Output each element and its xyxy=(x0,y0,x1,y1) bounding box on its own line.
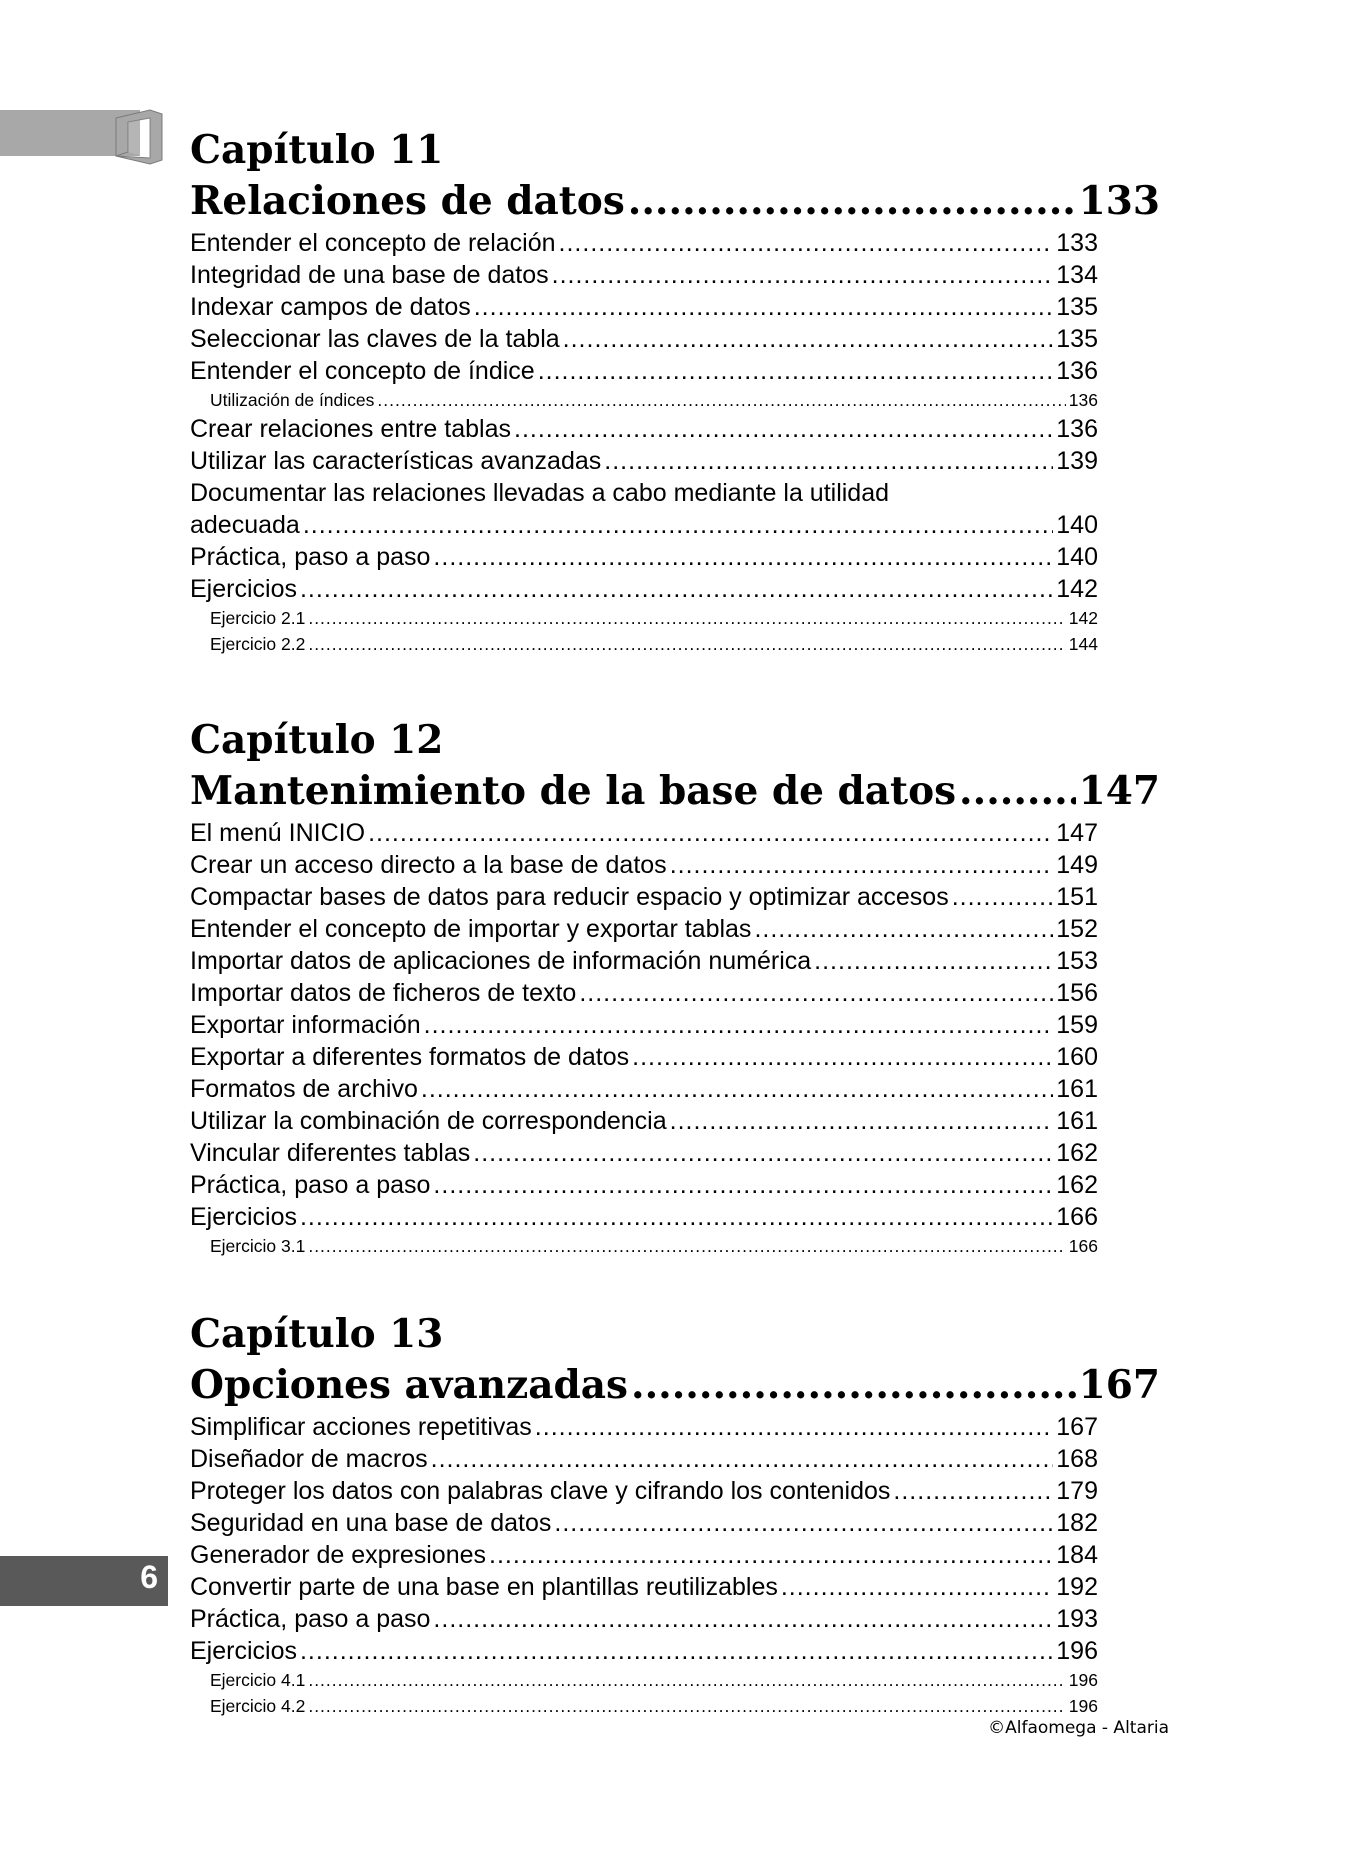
dot-leader xyxy=(431,1443,1054,1475)
toc-subentry-label: Ejercicio 4.2 xyxy=(210,1696,306,1716)
page-number-tab xyxy=(0,1556,168,1606)
toc-entry[interactable] xyxy=(190,573,1098,605)
dot-leader xyxy=(424,1009,1054,1041)
dot-leader xyxy=(308,631,1065,657)
toc-entry[interactable] xyxy=(190,445,1098,477)
dot-leader xyxy=(474,291,1054,323)
toc-subentry-label: Utilización de índices xyxy=(210,390,375,410)
toc-entry-page: 139 xyxy=(1056,447,1098,475)
toc-entry[interactable] xyxy=(190,1169,1098,1201)
dot-leader xyxy=(552,259,1054,291)
dot-leader xyxy=(308,1667,1065,1693)
dot-leader xyxy=(489,1539,1053,1571)
toc-subentry-label: Ejercicio 3.1 xyxy=(210,1236,306,1256)
toc-entry-page: 156 xyxy=(1056,979,1098,1007)
dot-leader xyxy=(628,175,1076,227)
toc-entry[interactable] xyxy=(190,1507,1098,1539)
chapter-13 xyxy=(190,1309,1160,1719)
dot-leader xyxy=(952,881,1054,913)
toc-entry[interactable] xyxy=(190,1041,1098,1073)
toc-subentry-page: 144 xyxy=(1068,634,1098,654)
chapter-page: 133 xyxy=(1078,178,1160,224)
dot-leader xyxy=(781,1571,1053,1603)
toc-entry-page: 159 xyxy=(1056,1011,1098,1039)
dot-leader xyxy=(300,1201,1053,1233)
dot-leader xyxy=(538,355,1054,387)
dot-leader xyxy=(893,1475,1053,1507)
toc-subentry-page: 196 xyxy=(1068,1696,1098,1716)
toc-entry-page: 149 xyxy=(1056,851,1098,879)
chapter-title-text: Relaciones de datos xyxy=(190,178,625,224)
dot-leader xyxy=(421,1073,1053,1105)
toc-entry-label: Ejercicios xyxy=(190,1203,297,1231)
chapter-page: 167 xyxy=(1078,1362,1160,1408)
chapter-12 xyxy=(190,715,1160,1259)
toc-entry-page: 160 xyxy=(1056,1043,1098,1071)
dot-leader xyxy=(514,413,1053,445)
toc-entry[interactable] xyxy=(190,1443,1098,1475)
toc-entry-second-line[interactable] xyxy=(190,509,1098,541)
toc-entry-label: Práctica, paso a paso xyxy=(190,543,431,571)
toc-entry[interactable] xyxy=(190,1539,1098,1571)
toc-entry-label: Simplificar acciones repetitivas xyxy=(190,1413,532,1441)
toc-entry-label: Entender el concepto de relación xyxy=(190,229,556,257)
table-of-contents xyxy=(190,125,1160,1759)
toc-entry-page: 133 xyxy=(1056,229,1098,257)
toc-entry-label: Crear relaciones entre tablas xyxy=(190,415,511,443)
toc-entry-page: 167 xyxy=(1056,1413,1098,1441)
dot-leader xyxy=(308,1693,1065,1719)
dot-leader xyxy=(559,227,1054,259)
toc-entry[interactable] xyxy=(190,291,1098,323)
toc-entry[interactable] xyxy=(190,541,1098,573)
toc-entry[interactable] xyxy=(190,1073,1098,1105)
dot-leader xyxy=(303,509,1053,541)
toc-entry-page: 193 xyxy=(1056,1605,1098,1633)
toc-subentry-page: 142 xyxy=(1068,608,1098,628)
toc-entry[interactable] xyxy=(190,1571,1098,1603)
toc-subentry-label: Ejercicio 4.1 xyxy=(210,1670,306,1690)
toc-entry[interactable] xyxy=(190,1603,1098,1635)
toc-entry-label: Compactar bases de datos para reducir espacio y optimizar accesos xyxy=(190,883,949,911)
toc-entry-page: 161 xyxy=(1056,1075,1098,1103)
chapter-page: 147 xyxy=(1078,768,1160,814)
dot-leader xyxy=(959,765,1076,817)
toc-entry-label: Importar datos de aplicaciones de información numérica xyxy=(190,947,812,975)
toc-subentry[interactable] xyxy=(190,605,1098,631)
toc-entry[interactable] xyxy=(190,259,1098,291)
chapter-label: Capítulo 12 xyxy=(190,717,444,763)
toc-entry[interactable] xyxy=(190,1105,1098,1137)
toc-subentry[interactable] xyxy=(190,1667,1098,1693)
dot-leader xyxy=(300,573,1053,605)
chapter-title[interactable] xyxy=(190,765,1160,817)
toc-entry-page: 161 xyxy=(1056,1107,1098,1135)
toc-entry-label: Convertir parte de una base en plantillas reutilizables xyxy=(190,1573,778,1601)
toc-entry-label: Seguridad en una base de datos xyxy=(190,1509,552,1537)
toc-entry-label: Utilizar las características avanzadas xyxy=(190,447,602,475)
toc-entry-page: 147 xyxy=(1056,819,1098,847)
toc-entry-label: Crear un acceso directo a la base de datos xyxy=(190,851,667,879)
toc-entry-label: Seleccionar las claves de la tabla xyxy=(190,325,560,353)
toc-entry-label: Práctica, paso a paso xyxy=(190,1605,431,1633)
toc-entry-page: 196 xyxy=(1056,1637,1098,1665)
toc-entry-page: 140 xyxy=(1056,511,1098,539)
toc-entry-label: Diseñador de macros xyxy=(190,1445,428,1473)
chapter-title[interactable] xyxy=(190,1359,1160,1411)
toc-entry-label: Exportar a diferentes formatos de datos xyxy=(190,1043,630,1071)
office-logo-icon xyxy=(110,108,170,166)
toc-entry-label: Exportar información xyxy=(190,1011,421,1039)
page-number: 6 xyxy=(140,1559,158,1595)
toc-subentry[interactable] xyxy=(190,387,1098,413)
toc-entry-page: 136 xyxy=(1056,415,1098,443)
toc-entry-label: Integridad de una base de datos xyxy=(190,261,549,289)
dot-leader xyxy=(563,323,1054,355)
chapter-label: Capítulo 11 xyxy=(190,127,444,173)
toc-entry-page: 192 xyxy=(1056,1573,1098,1601)
dot-leader xyxy=(579,977,1053,1009)
dot-leader xyxy=(433,1169,1053,1201)
dot-leader xyxy=(433,1603,1053,1635)
toc-entry[interactable] xyxy=(190,913,1098,945)
toc-entry-label: Práctica, paso a paso xyxy=(190,1171,431,1199)
toc-subentry-page: 136 xyxy=(1068,390,1098,410)
toc-entry[interactable] xyxy=(190,323,1098,355)
toc-entry[interactable] xyxy=(190,849,1098,881)
toc-entry-page: 136 xyxy=(1056,357,1098,385)
toc-entry[interactable] xyxy=(190,1411,1098,1443)
toc-entry-page: 184 xyxy=(1056,1541,1098,1569)
toc-entry-page: 182 xyxy=(1056,1509,1098,1537)
toc-entry[interactable] xyxy=(190,977,1098,1009)
toc-subentry-label: Ejercicio 2.2 xyxy=(210,634,306,654)
dot-leader xyxy=(308,605,1065,631)
dot-leader xyxy=(604,445,1053,477)
toc-subentry-label: Ejercicio 2.1 xyxy=(210,608,306,628)
toc-entry-label: Entender el concepto de índice xyxy=(190,357,535,385)
toc-entry-page: 135 xyxy=(1056,293,1098,321)
toc-entry-page: 162 xyxy=(1056,1139,1098,1167)
toc-entry-page: 151 xyxy=(1056,883,1098,911)
toc-entry-page: 168 xyxy=(1056,1445,1098,1473)
toc-entry-label: Entender el concepto de importar y exportar tablas xyxy=(190,915,752,943)
toc-entry-page: 135 xyxy=(1056,325,1098,353)
toc-entry[interactable] xyxy=(190,413,1098,445)
dot-leader xyxy=(377,387,1065,413)
toc-subentry[interactable] xyxy=(190,1693,1098,1719)
toc-entry-label: Formatos de archivo xyxy=(190,1075,418,1103)
dot-leader xyxy=(670,1105,1054,1137)
toc-entry-page: 140 xyxy=(1056,543,1098,571)
dot-leader xyxy=(433,541,1053,573)
toc-entry-page: 152 xyxy=(1056,915,1098,943)
dot-leader xyxy=(631,1359,1076,1411)
toc-entry-label: Documentar las relaciones llevadas a cabo mediante la utilidad xyxy=(190,479,890,507)
toc-entry-first-line[interactable] xyxy=(190,477,1098,509)
toc-entry-label: Proteger los datos con palabras clave y cifrando los contenidos xyxy=(190,1477,891,1505)
toc-entry[interactable] xyxy=(190,1201,1098,1233)
toc-entry[interactable] xyxy=(190,1137,1098,1169)
chapter-label: Capítulo 13 xyxy=(190,1311,444,1357)
toc-entry-label: Vincular diferentes tablas xyxy=(190,1139,471,1167)
toc-entry-label: Generador de expresiones xyxy=(190,1541,487,1569)
toc-subentry-page: 196 xyxy=(1068,1670,1098,1690)
dot-leader xyxy=(300,1635,1053,1667)
toc-entry[interactable] xyxy=(190,817,1098,849)
dot-leader xyxy=(814,945,1053,977)
toc-subentry-page: 166 xyxy=(1068,1236,1098,1256)
toc-entry-page: 142 xyxy=(1056,575,1098,603)
chapter-11 xyxy=(190,125,1160,657)
dot-leader xyxy=(308,1233,1065,1259)
toc-entry[interactable] xyxy=(190,227,1098,259)
chapter-title-text: Mantenimiento de la base de datos xyxy=(190,768,957,814)
toc-entry-label: Ejercicios xyxy=(190,1637,297,1665)
toc-entry-label: Utilizar la combinación de correspondencia xyxy=(190,1107,667,1135)
toc-entry-label: Ejercicios xyxy=(190,575,297,603)
dot-leader xyxy=(670,849,1054,881)
toc-entry-label: El menú INICIO xyxy=(190,819,366,847)
dot-leader xyxy=(554,1507,1053,1539)
toc-entry-page: 134 xyxy=(1056,261,1098,289)
toc-entry-page: 153 xyxy=(1056,947,1098,975)
toc-entry[interactable] xyxy=(190,1475,1098,1507)
toc-entry-page: 162 xyxy=(1056,1171,1098,1199)
toc-entry[interactable] xyxy=(190,881,1098,913)
dot-leader xyxy=(535,1411,1053,1443)
toc-entry[interactable] xyxy=(190,1009,1098,1041)
chapter-title[interactable] xyxy=(190,175,1160,227)
dot-leader xyxy=(632,1041,1053,1073)
toc-subentry[interactable] xyxy=(190,1233,1098,1259)
copyright-footer: ©Alfaomega - Altaria xyxy=(988,1718,1169,1738)
chapter-title-text: Opciones avanzadas xyxy=(190,1362,628,1408)
toc-entry[interactable] xyxy=(190,1635,1098,1667)
toc-subentry[interactable] xyxy=(190,631,1098,657)
toc-entry-label: Importar datos de ficheros de texto xyxy=(190,979,577,1007)
toc-entry[interactable] xyxy=(190,355,1098,387)
dot-leader xyxy=(473,1137,1053,1169)
toc-entry-label: adecuada xyxy=(190,511,300,539)
toc-entry[interactable] xyxy=(190,945,1098,977)
dot-leader xyxy=(368,817,1053,849)
toc-entry-page: 179 xyxy=(1056,1477,1098,1505)
toc-entry-label: Indexar campos de datos xyxy=(190,293,471,321)
dot-leader xyxy=(754,913,1053,945)
toc-entry-page: 166 xyxy=(1056,1203,1098,1231)
